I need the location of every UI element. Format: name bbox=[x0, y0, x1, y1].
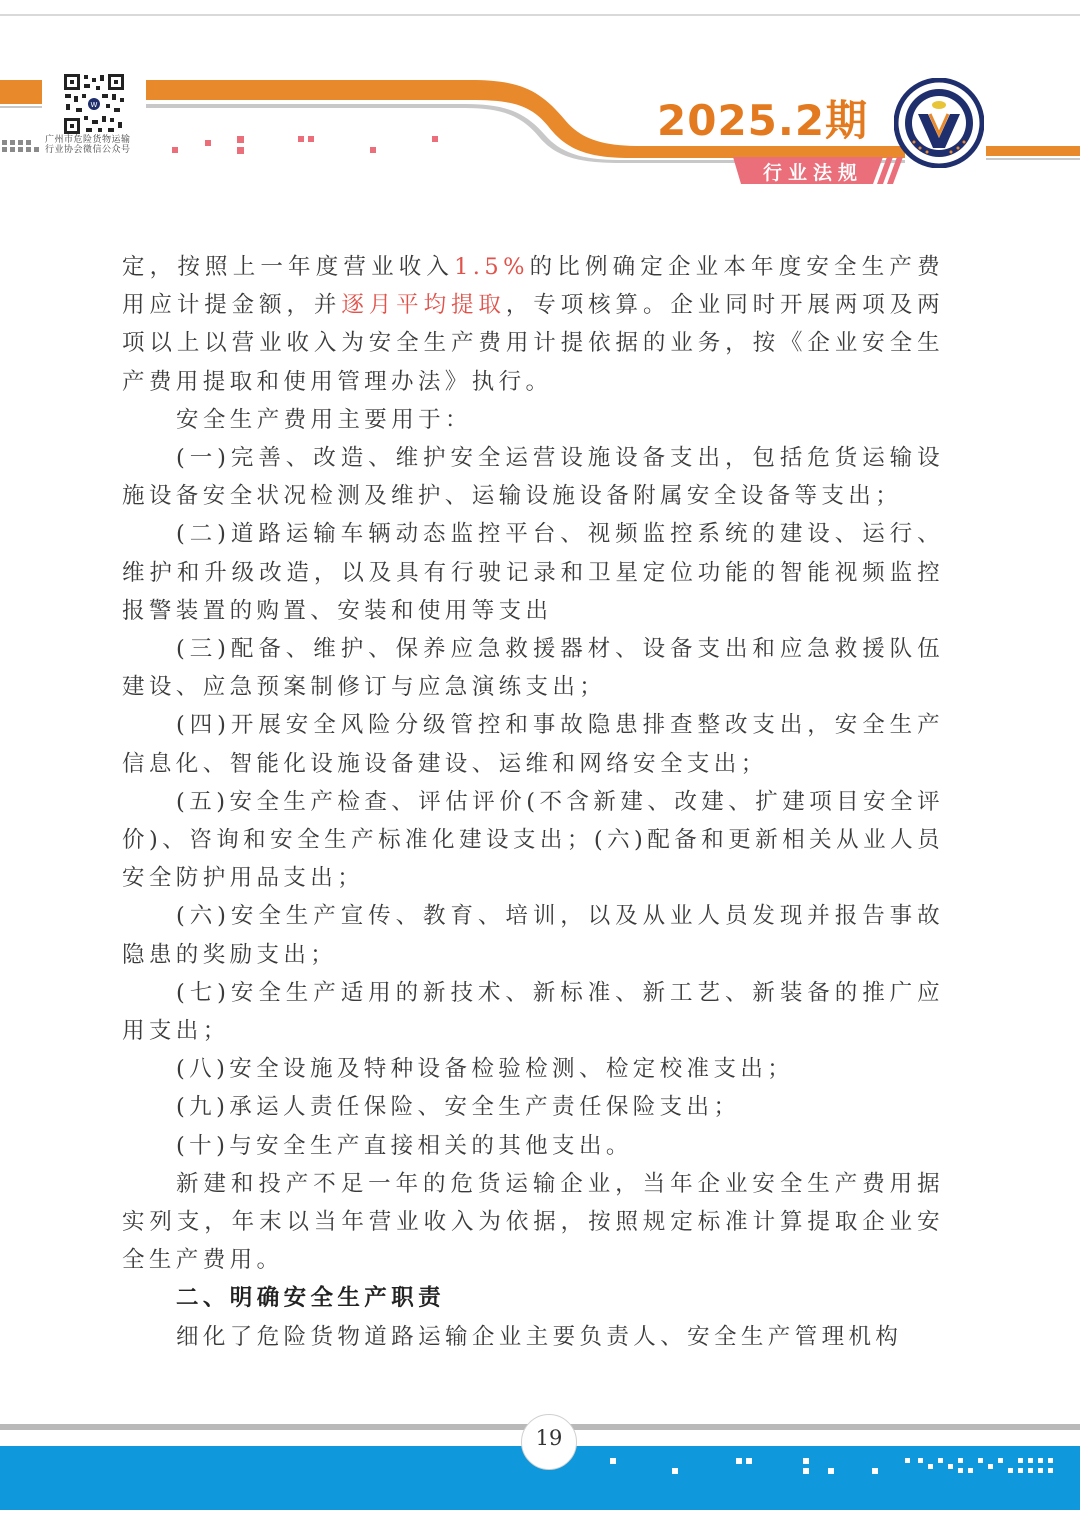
highlight-monthly-extraction: 逐月平均提取 bbox=[341, 292, 506, 319]
list-item-2: (二)道路运输车辆动态监控平台、视频监控系统的建设、运行、维护和升级改造，以及具有行驶记录和卫星定位功能的智能视频监控报警装置的购置、安装和使用等支出 bbox=[122, 521, 944, 624]
paragraph-2: 安全生产费用主要用于： bbox=[176, 406, 472, 433]
list-item-3: (三)配备、维护、保养应急救援器材、设备支出和应急救援队伍建设、应急预案制修订与应急演练支出； bbox=[122, 636, 944, 701]
page-number: 19 bbox=[535, 1426, 563, 1450]
svg-text:W: W bbox=[90, 101, 98, 109]
section-heading: 二、明确安全生产职责 bbox=[176, 1285, 446, 1312]
list-item-8: (八)安全设施及特种设备检验检测、检定校准支出； bbox=[176, 1056, 795, 1083]
text-run: ，专项核算。企业同时开展两项及两项以上以营业收入为安全生产费用计提依据的业务，按《企业安全生产费用提取和使用管理办法》执行。 bbox=[122, 292, 945, 395]
qr-caption bbox=[45, 135, 145, 155]
qr-code-icon bbox=[62, 72, 126, 136]
list-item-7: (七)安全生产适用的新技术、新标准、新工艺、新装备的推广应用支出； bbox=[122, 979, 944, 1045]
page-header bbox=[0, 0, 1080, 200]
list-item-10: (十)与安全生产直接相关的其他支出。 bbox=[176, 1132, 633, 1159]
qr-code[interactable] bbox=[62, 72, 126, 136]
list-item-6: (六)安全生产宣传、教育、培训，以及从业人员发现并报告事故隐患的奖励支出； bbox=[122, 903, 944, 968]
text-run: 的比例确定企业本年度安全生产费用应计提金额，并 bbox=[122, 254, 944, 319]
association-logo-icon bbox=[894, 78, 984, 168]
list-item-9: (九)承运人责任保险、安全生产责任保险支出； bbox=[176, 1094, 741, 1121]
issue-number bbox=[657, 88, 868, 148]
text-run: 定，按照上一年度营业收入 bbox=[122, 254, 455, 280]
highlight-percentage: 1.5% bbox=[454, 254, 529, 280]
issue-year: 2025.2 bbox=[657, 96, 826, 145]
issue-suffix: 期 bbox=[825, 96, 869, 145]
qr-caption-line1: 广州市危险货物运输 bbox=[45, 135, 131, 145]
paragraph-4: 细化了危险货物道路运输企业主要负责人、安全生产管理机构 bbox=[176, 1323, 903, 1350]
paragraph-3: 新建和投产不足一年的危货运输企业，当年企业安全生产费用据实列支，年末以当年营业收入为依据，按照规定标准计算提取企业安全生产费用。 bbox=[122, 1170, 944, 1274]
paragraph-1 bbox=[122, 248, 944, 401]
section-tag-label: 行业法规 bbox=[763, 162, 864, 184]
list-item-4: (四)开展安全风险分级管控和事故隐患排查整改支出，安全生产信息化、智能化设施设备建设、运维和网络安全支出； bbox=[122, 712, 944, 777]
list-item-5: (五)安全生产检查、评估评价(不含新建、改建、扩建项目安全评价)、咨询和安全生产标准化建设支出；(六)配备和更新相关从业人员安全防护用品支出； bbox=[122, 788, 944, 892]
qr-caption-line2: 行业协会微信公众号 bbox=[45, 145, 131, 155]
list-item-1: (一)完善、改造、维护安全运营设施设备支出，包括危货运输设施设备安全状况检测及维护、运输设施设备附属安全设备等支出； bbox=[122, 445, 944, 510]
article-body bbox=[122, 248, 944, 1356]
